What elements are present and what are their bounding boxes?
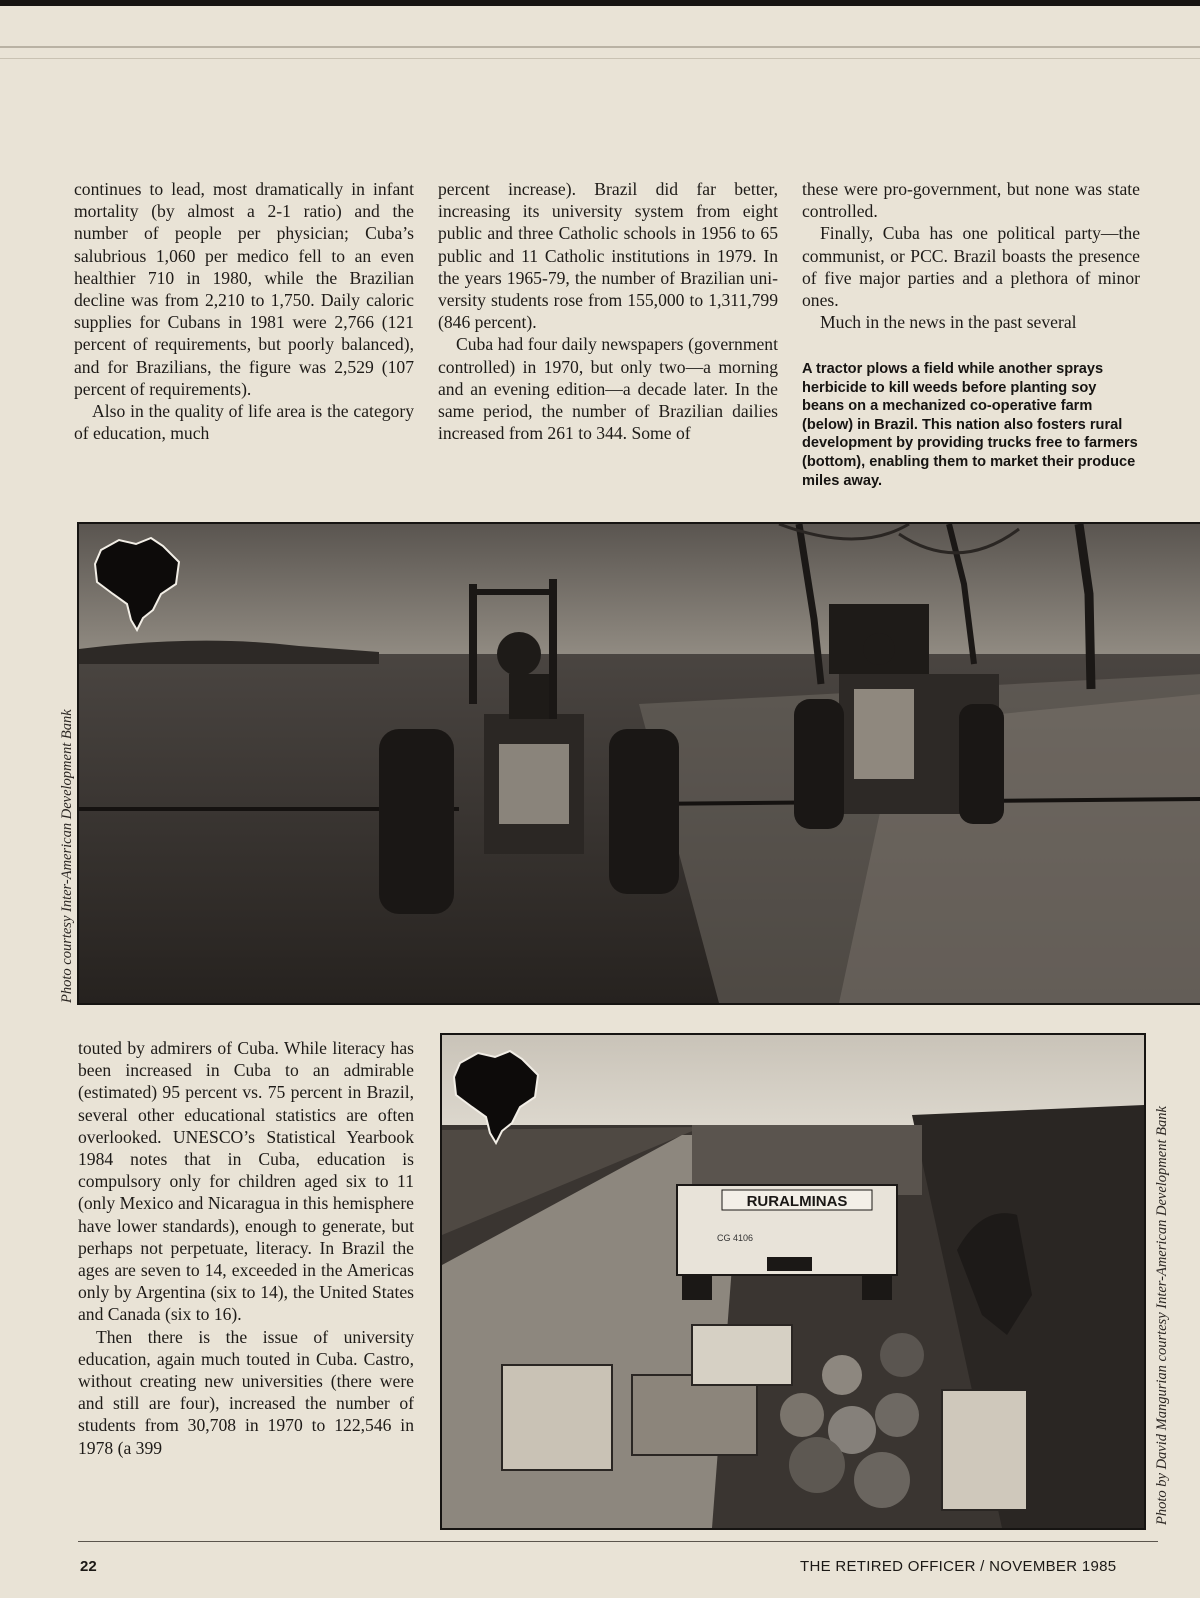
paragraph: Finally, Cuba has one political party—the communist, or PCC. Brazil boasts the presence of five major parties and a plethora of minor ones.	[802, 223, 1140, 311]
brazil-map-icon-2	[450, 1045, 545, 1145]
footer-rule	[78, 1541, 1158, 1542]
truck-produce-photo	[440, 1033, 1146, 1530]
header-rule-secondary	[0, 58, 1200, 59]
paragraph: Cuba had four daily newspapers (government controlled) in 1970, but only two—a morning and an evening edition—a decade later. In the same period, the number of Brazilian dailies increased from 261 to 344. Some of	[438, 334, 778, 444]
brazil-map-icon	[91, 532, 186, 632]
article-column-3	[802, 178, 1140, 333]
paragraph: touted by admirers of Cuba. While literacy has been increased in Cuba to an admirable (estimated) 95 percent vs. 75 percent in Brazil, several other educational statistics are often overlooked. UNESCO’s Statistical Yearbook 1984 notes that in Cuba, education is compulsory only for children aged six to 11 (only Mexico and Nicaragua in this hemisphere have lower standards), enough to generate, but perhaps not perpetuate, literacy. In Brazil the ages are seven to 14, exceeded in the Americas only by Argentina (six to 14), the United States and Canada (six to 16).	[78, 1038, 414, 1325]
paragraph: Then there is the issue of university education, again much touted in Cuba. Castro, without creating new universities (there were and still are four), increased the number of students from 30,708 in 1970 to 122,546 in 1978 (a 399	[78, 1326, 414, 1458]
page-top-edge	[0, 0, 1200, 6]
truck-plate: CG 4106	[717, 1233, 754, 1243]
publication-footer: THE RETIRED OFFICER / NOVEMBER 1985	[800, 1558, 1117, 1575]
page-number: 22	[80, 1558, 97, 1575]
paragraph: continues to lead, most dramatically in infant mortality (by almost a 2-1 ratio) and the number of people per physician; Cuba’s salubrious 1,060 per medico fell to an even healthier 710 in 1980, while the Brazilian decline was from 2,210 to 1,750. Daily caloric supplies for Cubans in 1981 were 2,766 (121 percent of requirements, but poorly balanced), and for Brazilians, the figure was 2,529 (107 percent of requirements).	[74, 179, 414, 399]
photo-credit-tractors: Photo courtesy Inter-American Development Bank	[59, 709, 75, 1003]
paragraph: Much in the news in the past several	[820, 312, 1077, 333]
article-column-1	[74, 178, 414, 444]
header-rule	[0, 46, 1200, 48]
paragraph: percent increase). Brazil did far better, increasing its university system from eight public and three Catholic schools in 1956 to 65 public and 11 Catholic institutions in 1979. In the years 1965-79, the number of Brazilian university students rose from 155,000 to 1,311,799 (846 percent).	[438, 179, 778, 333]
truck-sign: RURALMINAS	[746, 1193, 848, 1210]
tractor-field-photo	[77, 522, 1200, 1005]
article-column-1-continued	[78, 1037, 414, 1459]
photo-caption: A tractor plows a field while another sprays herbicide to kill weeds before planting soy beans on a mechanized co-operative farm (below) in Brazil. This nation also fosters rural development by providing trucks free to farmers (bottom), enabling them to market their produce miles away.	[802, 361, 1138, 489]
paragraph: Also in the quality of life area is the category of education, much	[74, 401, 414, 444]
photo-credit-truck: Photo by David Mangurian courtesy Inter-American Development Bank	[1154, 1106, 1170, 1525]
article-column-2	[438, 178, 778, 444]
paragraph: these were pro-government, but none was state controlled.	[802, 179, 1140, 222]
